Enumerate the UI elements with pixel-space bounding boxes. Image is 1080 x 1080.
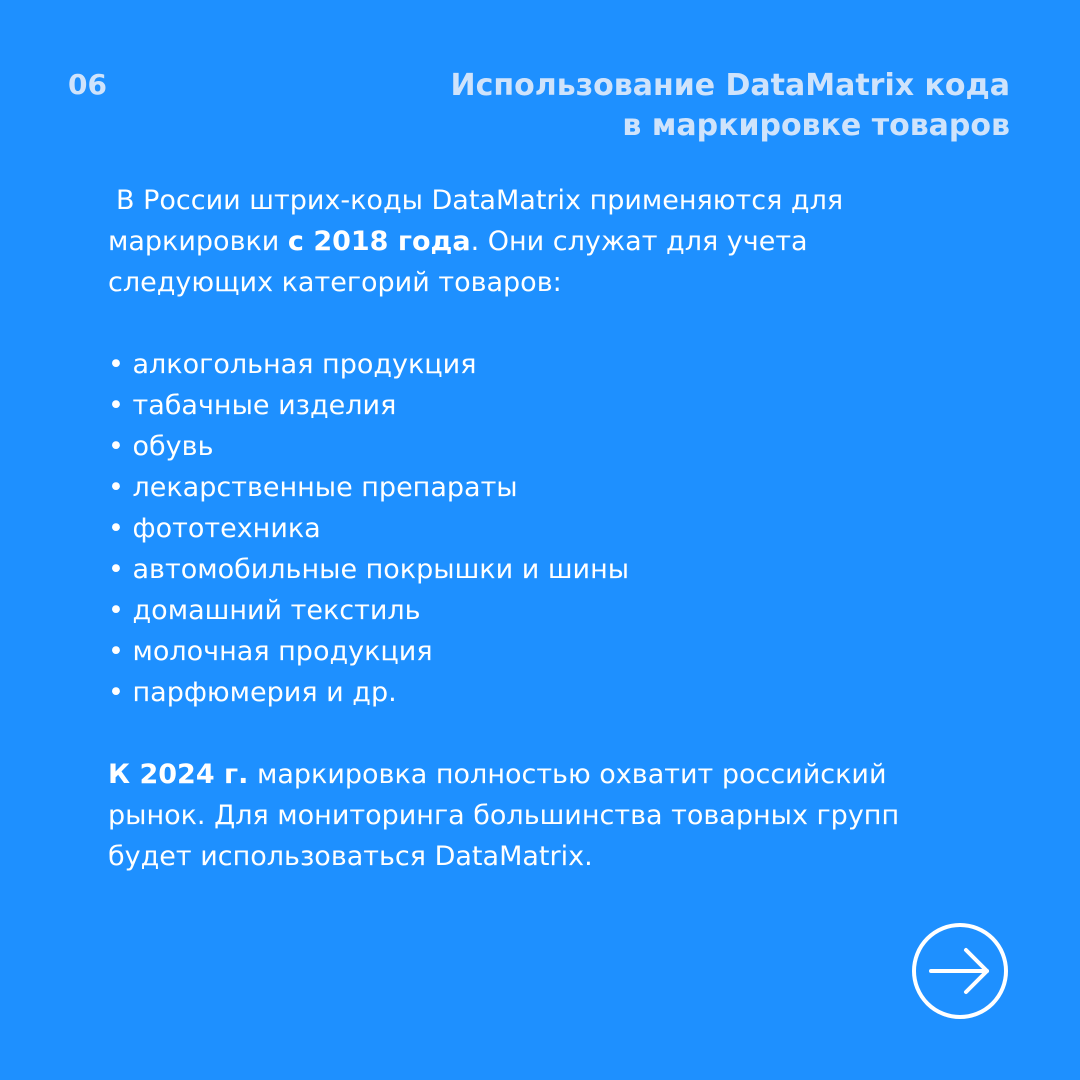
intro-line-2-rest: . Они служат для учета bbox=[470, 226, 808, 257]
category-item: • автомобильные покрышки и шины bbox=[108, 554, 630, 585]
outro-line-1: маркировка полностью охватит российский bbox=[248, 759, 887, 790]
category-item: • парфюмерия и др. bbox=[108, 677, 397, 708]
outro-paragraph bbox=[108, 754, 968, 877]
main-content bbox=[108, 180, 968, 877]
intro-line-2-text: маркировки bbox=[108, 226, 288, 257]
intro-year-highlight: с 2018 года bbox=[287, 226, 471, 257]
outro-line-2: рынок. Для мониторинга большинства товарных групп bbox=[108, 800, 900, 831]
page-title bbox=[451, 66, 1010, 146]
category-item: • фототехника bbox=[108, 513, 321, 544]
arrow-right-circle-icon bbox=[911, 922, 1009, 1020]
category-item: • табачные изделия bbox=[108, 390, 397, 421]
page-title-line-2: в маркировке товаров bbox=[622, 108, 1010, 143]
category-item: • домашний текстиль bbox=[108, 595, 421, 626]
intro-line-1: В России штрих-коды DataMatrix применяются для bbox=[116, 185, 844, 216]
category-item: • обувь bbox=[108, 431, 214, 462]
next-slide-button[interactable] bbox=[911, 922, 1009, 1020]
slide-number: 06 bbox=[68, 68, 107, 101]
category-item: • лекарственные препараты bbox=[108, 472, 518, 503]
intro-line-3: следующих категорий товаров: bbox=[108, 267, 562, 298]
category-list bbox=[108, 344, 968, 713]
category-item: • молочная продукция bbox=[108, 636, 433, 667]
outro-year-highlight: К 2024 г. bbox=[108, 759, 249, 790]
page-title-line-1: Использование DataMatrix кода bbox=[450, 68, 1010, 103]
outro-line-3: будет использоваться DataMatrix. bbox=[108, 841, 593, 872]
intro-line-2 bbox=[108, 226, 808, 257]
intro-paragraph bbox=[108, 180, 968, 303]
category-item: • алкогольная продукция bbox=[108, 349, 477, 380]
